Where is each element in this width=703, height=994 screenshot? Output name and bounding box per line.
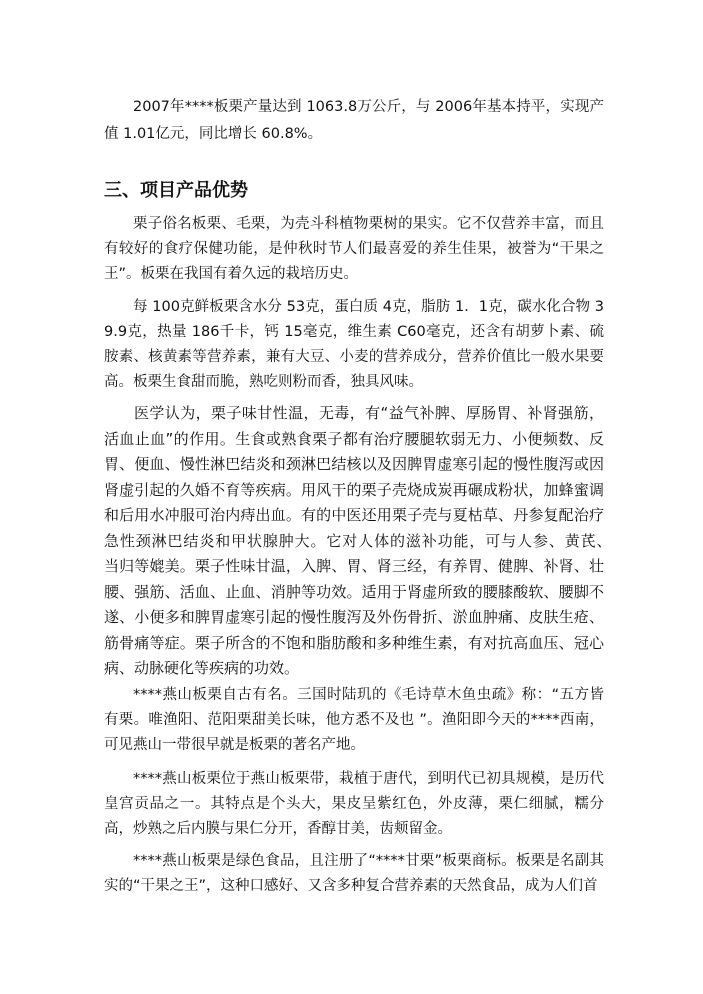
- paragraph-production-stats: 2007年****板栗产量达到 1063.8万公斤，与 2006年基本持平，实现产值 1.01亿元，同比增长 60.8%。: [104, 99, 604, 142]
- paragraph-nutrition: 每 100克鲜板栗含水分 53克，蛋白质 4克，脂肪 1．1克，碳水化合物 39.9克，热量 186千卡，钙 15毫克，维生素 C60毫克，还含有胡萝卜素、硫胺素、核黄素等营养素，兼有大豆、小麦的营养成分，营养价值比一般水果要高。板栗生食甜而脆，熟吃则粉而香，独具风味。: [104, 299, 604, 390]
- paragraph-history: ****燕山板栗自古有名。三国时陆玑的《毛诗草木鱼虫疏》称：“五方皆有栗。唯渔阳、范阳栗甜美长味，他方悉不及也 ”。渔阳即今天的****西南，可见燕山一带很早就是板栗的著名产地。: [104, 687, 604, 753]
- paragraph-green-food: ****燕山板栗是绿色食品，且注册了“****甘栗”板栗商标。板栗是名副其实的“干果之王”，这种口感好、又含多种复合营养素的天然食品，成为人们首: [104, 853, 604, 894]
- paragraph-origin-features: ****燕山板栗位于燕山板栗带，栽植于唐代，到明代已初具规模，是历代皇宫贡品之一。其特点是个头大，果皮呈紫红色，外皮薄，栗仁细腻，糯分高，炒熟之后内膜与果仁分开，香醇甘美，齿颊留金。: [104, 771, 604, 837]
- section-heading: 三、项目产品优势: [104, 180, 248, 201]
- paragraph-chestnut-intro: 栗子俗名板栗、毛栗，为壳斗科植物栗树的果实。它不仅营养丰富，而且有较好的食疗保健功能，是仲秋时节人们最喜爱的养生佳果，被誉为“干果之王”。板栗在我国有着久远的栽培历史。: [104, 216, 604, 282]
- paragraph-medical-value: 医学认为，栗子味甘性温，无毒，有“益气补脾、厚肠胃、补肾强筋，活血止血”的作用。生食或熟食栗子都有治疗腰腿软弱无力、小便频数、反胃、便血、慢性淋巴结炎和颈淋巴结核以及因脾胃虚寒引起的慢性腹泻或因肾虚引起的久婚不育等疾病。用风干的栗子壳烧成炭再碾成粉状，加蜂蜜调和后用水冲服可治内痔出血。有的中医还用栗子壳与夏枯草、丹参复配治疗急性颈淋巴结炎和甲状腺肿大。它对人体的滋补功能，可与人参、黄芪、 当归等媲美。栗子性味甘温，入脾、胃、肾三经，有养胃、健脾、补肾、壮腰、强筋、活血、止血、消肿等功效。适用于肾虚所致的腰膝酸软、腰脚不遂、小便多和脾胃虚寒引起的慢性腹泻及外伤骨折、淤血肿痛、皮肤生疮、筋骨痛等症。栗子所含的不饱和脂肪酸和多种维生素，有对抗高血压、冠心病、动脉硬化等疾病的功效。: [104, 404, 620, 677]
